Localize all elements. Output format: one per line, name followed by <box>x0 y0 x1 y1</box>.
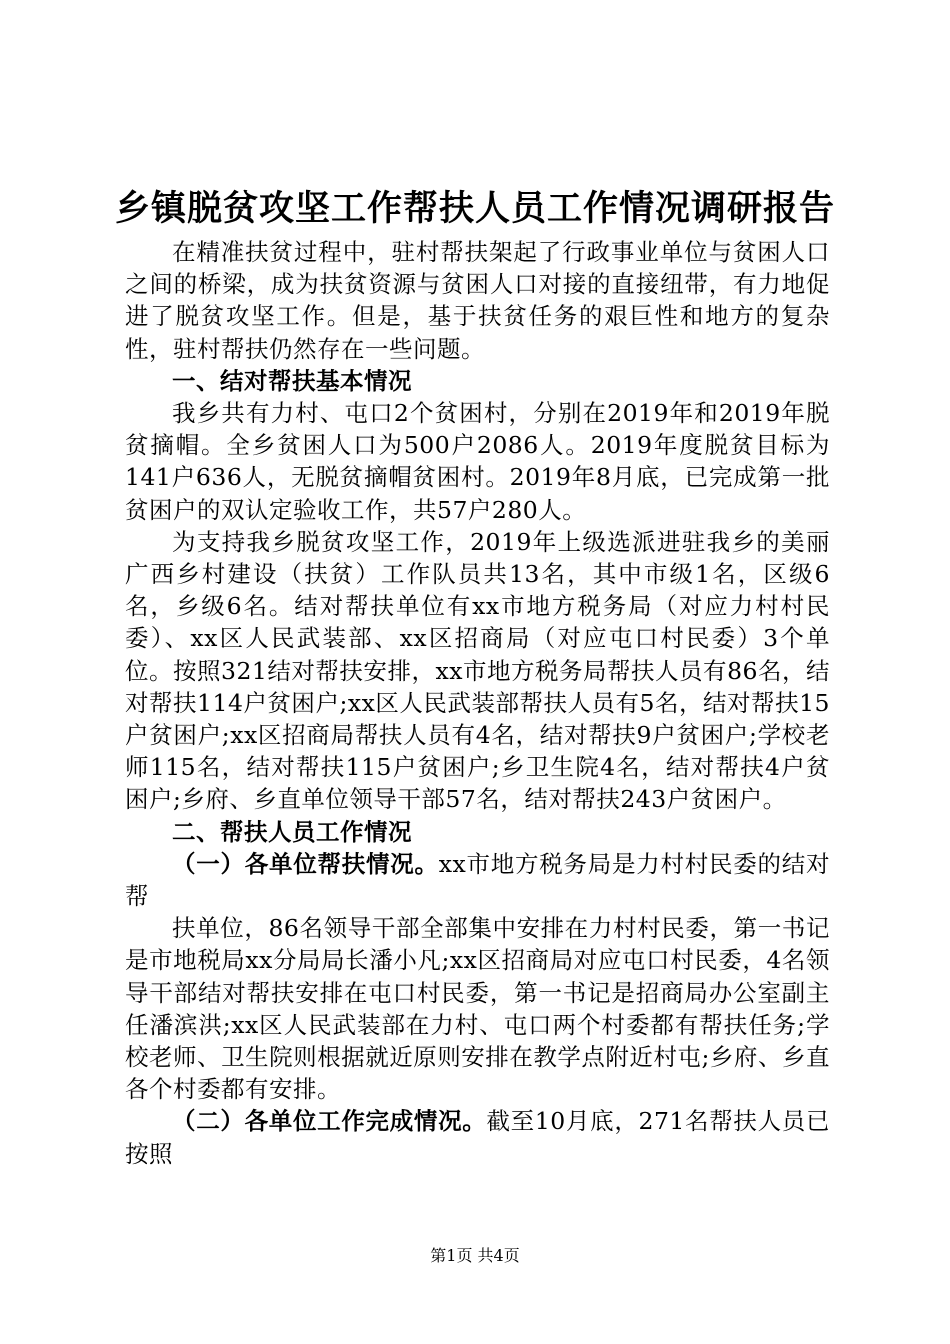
section-2-sub-1-continued: 扶单位，86名领导干部全部集中安排在力村村民委，第一书记是市地税局xx分局局长潘小凡;xx区招商局对应屯口村民委，4名领导干部结对帮扶安排在屯口村民委，第一书记是招商局办公室副主任潘滨洪;xx区人民武装部在力村、屯口两个村委都有帮扶任务;学校老师、卫生院则根据就近原则安排在教学点附近村屯;乡府、乡直各个村委都有安排。 <box>125 914 830 1104</box>
section-2-sub-2-text: 截至10月底，271名帮扶人员已按照 <box>125 1107 830 1168</box>
section-2-heading: 二、帮扶人员工作情况 <box>172 817 412 846</box>
document-body <box>125 236 830 1170</box>
section-1-paragraph-1: 我乡共有力村、屯口2个贫困村，分别在2019年和2019年脱贫摘帽。全乡贫困人口为500户2086人。2019年度脱贫目标为141户636人，无脱贫摘帽贫困村。2019年8月底，已完成第一批贫困户的双认定验收工作，共57户280人。 <box>125 399 830 524</box>
section-2-sub-1-lead: （一）各单位帮扶情况。 <box>172 849 439 878</box>
intro-paragraph: 在精准扶贫过程中，驻村帮扶架起了行政事业单位与贫困人口之间的桥梁，成为扶贫资源与贫困人口对接的直接纽带，有力地促进了脱贫攻坚工作。但是，基于扶贫任务的艰巨性和地方的复杂性，驻村帮扶仍然存在一些问题。 <box>125 238 830 363</box>
page-footer: 第1页 共4页 <box>430 1246 520 1265</box>
section-1-heading: 一、结对帮扶基本情况 <box>172 366 412 395</box>
document-title: 乡镇脱贫攻坚工作帮扶人员工作情况调研报告 <box>114 188 835 229</box>
section-2-sub-2 <box>125 1105 830 1169</box>
section-2-sub-1-text: xx市地方税务局是力村村民委的结对帮 <box>125 849 830 911</box>
section-2-sub-2-lead: （二）各单位工作完成情况。 <box>172 1107 487 1136</box>
section-2-sub-1 <box>125 848 830 912</box>
section-1-paragraph-2: 为支持我乡脱贫攻坚工作，2019年上级选派进驻我乡的美丽广西乡村建设（扶贫）工作队员共13名，其中市级1名，区级6名，乡级6名。结对帮扶单位有xx市地方税务局（对应力村村民委）、xx区人民武装部、xx区招商局（对应屯口村民委）3个单位。按照321结对帮扶安排，xx市地方税务局帮扶人员有86名，结对帮扶114户贫困户;xx区人民武装部帮扶人员有5名，结对帮扶15户贫困户;xx区招商局帮扶人员有4名，结对帮扶9户贫困户;学校老师115名，结对帮扶115户贫困户;乡卫生院4名，结对帮扶4户贫困户;乡府、乡直单位领导干部57名，结对帮扶243户贫困户。 <box>125 527 830 814</box>
